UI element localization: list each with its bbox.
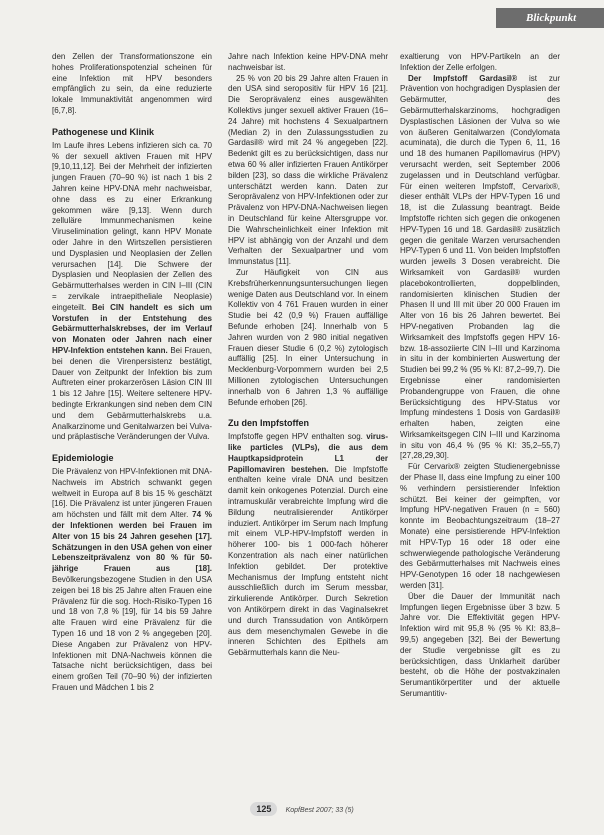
paragraph-bold-text: Der Impfstoff Gardasil® — [408, 73, 518, 83]
paragraph: Über die Dauer der Immunität nach Impfungen liegen Ergebnisse über 3 bzw. 5 Jahre vor. Die Effektivität gegen HPV-Infektion wird mit 95,8 % (95 % KI: 83,8–99,5) angegeben [32]. Bei der Bewertung der Studie vergebnisse gilt es zu berücksichtigen, dass Unklarheit darüber besteht, ob die Höhe der postvakzinalen Serumantikörpertiter und der aktuelle Serumantitiv- — [400, 591, 560, 699]
page-number: 125 — [250, 802, 277, 816]
paragraph-bold-text: 74 % der Infektionen werden bei Frauen im Alter von 15 bis 24 Jahren gesehen [17]. Schätzungen in den USA gehen von einer Lebenszeitprävalenz von 80 % für 50-jährige Frauen aus [18]. — [52, 510, 212, 574]
section-tab — [496, 8, 604, 28]
text-column-3 — [400, 52, 560, 788]
section-label: Blickpunkt — [526, 12, 577, 24]
paragraph — [52, 467, 212, 694]
paragraph — [52, 141, 212, 443]
paragraph: Zur Häufigkeit von CIN aus Krebsfrüherkennungsuntersuchungen liegen wenige Daten aus Deutschland vor. In einem Kollektiv von 4 761 Frauen wurden in einer Studie bei 42 (0,9 %) Frauen auffällige Befunde erhoben [24]. Innerhalb von 5 Jahren wurden von 2 980 initial negativen Frauen dieser Studie 6 (0,2 %) zytologisch auffällig [25]. In einer Untersuchung in Mecklenburg-Vorpommern wurden bei 2,5 Millionen zytologischen Untersuchungen innerhalb von 6 Jahren 1,3 % auffällige Befunde erhoben [26]. — [228, 267, 388, 407]
text-column-2 — [228, 52, 388, 788]
paragraph — [400, 74, 560, 463]
heading-pathogenese: Pathogenese und Klinik — [52, 126, 155, 137]
paragraph-text: Bei Frauen, bei denen die Virenpersistenz bestätigt, Dauer von Zeitpunkt der Infektion bis zum Auftreten einer prokarzerösen Läsion CIN III 1 bis 12 Jahre [15]. Weitere seltenere HPV-bedingte Erkrankungen sind neben dem CIN und dem Gebärmutterhalskrebs u.a. Analkarzinome und Genitalwarzen bei Vulva- und präplastische Veränderungen der Vulva. — [52, 345, 212, 442]
paragraph-text: Im Laufe ihres Lebens infizieren sich ca. 70 % der sexuell aktiven Frauen mit HPV [9,10,11,12]. Bei der Mehrheit der infizierten jungen Frauen (70–90 %) ist nach 1 bis 2 Jahren keine HPV-DNA mehr nachweisbar, ohne dass es zu einer Erkrankung gekommen wäre [9,13]. Wenn durch zelluläre Immunmechanismen keine Viruselimination gelingt, kann HPV Monate oder Jahre in den Wirtszellen persistieren und Dysplasien und Neoplasien der Zellen verursachen [14]. Die Schwere der Dysplasien und Neoplasien der Zellen des Gebärmutterhalses werden in CIN I–III (CIN = zervikale intraepitheliale Neoplasie) eingeteilt. — [52, 140, 212, 312]
page-footer — [0, 802, 604, 816]
paragraph-bold-text: Bei CIN handelt es sich um Vorstufen in der Entstehung des Gebärmutterhalskrebses, der im Verlauf von Monaten oder Jahren nach einer HPV-Infektion entstehen kann. — [52, 302, 212, 355]
paragraph-text: Impfstoffe gegen HPV enthalten sog. — [228, 432, 363, 442]
paragraph-text: ist zur Prävention von hochgradigen Dysplasien der Gebärmutter, des Gebärmutterhalskarzinoms, hochgradigen Dysplastischen Läsionen der Vulva so wie von äußeren Genitalwarzen (Condylomata acuminata), die durch die Typen 6, 11, 16 und 18 des humanen Papillomavirus (HPV) verursacht werden, seit September 2006 zugelassen und in Deutschland verfügbar. Für einen weiteren Impfstoff, Cervarix®, dieser enthält VLPs der HPV-Typen 16 und 18, ist die Zulassung beantragt. Beide Impfstoffe richten sich gegen die onkogenen HPV-Typen 16 und 18. Gardasil® zusätzlich gegen die genitale Warzen verursachenden HPV-Typen 6 und 11. Von beiden Impfstoffen wurden jeweils 3 Dosen verabreicht. Die Wirksamkeit von Gardasil® wurden placebokontrollierten, doppelblinden, randomisierten klinischen Studien der Phasen II und III mit über 20 000 Frauen im Alter von 16 bis 26 Jahren bewertet. Bei HPV-negativen Probanden lag die Wirksamkeit des Impfstoffs gegen HPV 16- bzw. 18-assoziierte CIN I–III und Karzinoma in situ in der kombinierten Auswertung der Studien bei 99,2 % (95 % KI: 87,2–99,7). Die Ergebnisse einer randomisierten Probandengruppe von Frauen, die ohne Berücksichtigung des HPV-Status vor Impfung mindestens 1 Dosis von Gardasil® erhalten haben, zeigten eine Wirksamkeitsgegen CIN I–III und Karzinoma in situ von 46,4 % (95 % KI: 35,2–55,7) [27,28,29,30]. — [400, 73, 560, 461]
paragraph — [228, 432, 388, 659]
paragraph: 25 % von 20 bis 29 Jahre alten Frauen in den USA sind seropositiv für HPV 16 [21]. Die Seroprävalenz eines ausgewählten Kollektivs junger sexuell aktiver Frauen (16–24 Jahre) mit hochstens 4 Sexualpartnern (Median 2) in den Zulassungsstudien zu Gardasil® wird mit 24 % angegeben [22]. Bedenkt gilt es zu berücksichtigen, dass nur etwa 60 % aller infizierten Frauen Antikörper bilden [23], so dass die wirkliche Prävalenz unterschätzt werden kann. Daten zur Seroprävalenz von HPV-Infektionen oder zur Prävalenz von HPV-DNA-Nachweisen liegen in Deutschland für keine Altersgruppe vor. Die Wahrscheinlichkeit einer Infektion mit HPV ist abhängig von der Anzahl und dem Verhalten der Sexualpartner und vom Immunstatus [11]. — [228, 73, 388, 267]
paragraph: Jahre nach Infektion keine HPV-DNA mehr nachweisbar ist. — [228, 52, 388, 72]
paragraph-text: Die Prävalenz von HPV-Infektionen mit DNA-Nachweis im Abstrich schwankt gegen weltweit in Europa auf 8 bis 15 % geschätzt [16]. Die Prävalenz ist unter jüngeren Frauen am höchsten und fällt mit dem Alter. — [52, 467, 212, 520]
paragraph-text: Bevölkerungsbezogene Studien in den USA zeigen bei 18 bis 25 Jahre alten Frauen eine Prävalenz für die sog. Hoch-Risiko-Typen 16 und 18 von 7,8 % [19], für 14 bis 59 Jahre alte Frauen wird eine Prävalenz für die Typen 16 und 18 von 2 % angegeben [20]. Diese Angaben zur Prävalenz von HPV-Infektionen mit DNA-Nachweis können die Tatsache nicht berücksichtigen, dass bei einem großen Teil (70–90 %) der infizierten Frauen und Mädchen 1 bis 2 — [52, 575, 212, 693]
heading-impfstoffe: Zu den Impfstoffen — [228, 418, 309, 429]
text-column-1 — [52, 52, 212, 788]
paragraph: Für Cervarix® zeigten Studienergebnisse der Phase II, dass eine Impfung zu einer 100 % verhindern persistierender Infektion schützt. Bei keiner der geimpften, vor Impfung HPV-negativen Frauen (n = 560) konnte im Beobachtungszeitraum (18–27 Monate) eine persistierende HPV-Infektion mit HPV-Typ 16 oder 18 oder eine schwerwiegende pathologische Veränderung des Gebärmutterhalses mit Nachweis eines HPV-Genotypen 16 oder 18 nachgewiesen werden [31]. — [400, 462, 560, 591]
paragraph: exaltierung von HPV-Partikeln an der Infektion der Zelle erfolgen. — [400, 52, 560, 72]
heading-epidemiologie: Epidemiologie — [52, 453, 114, 464]
paragraph-bold-text: virus-like particles (VLPs), die aus dem Hauptkapsidprotein L1 der Papillomaviren bestehen. — [228, 432, 388, 474]
paragraph: den Zellen der Transformationszone ein hohes Proliferationspotenzial scheinen für eine Infektion mit HPV besonders empfänglich zu sein, da eine reduzierte lokale Immunaktivität angenommen wird [6,7,8]. — [52, 52, 212, 115]
issue-citation: KopfBest 2007; 33 (5) — [285, 807, 354, 814]
paragraph-text: Die Impfstoffe enthalten keine virale DNA und besitzen damit kein onkogenes Potenzial. Durch eine intramuskulär verabreichte Impfung wird die Bildung neutralisierender Antikörper induziert. Antikörper im Serum nach Impfung mit einem VLP-HPV-Impfstoff werden in höherer 100- bis 1 000-fach höherer Konzentration als nach einer natürlichen Infektion gebildet. Der protektive Mechanismus der Impfung entsteht nicht ausschließlich durch im Serum messbar, zirkulierende Antikörper. Durch Sekretion von Antikörpern direkt in das Vaginalsekret und durch Transsudation von Antikörpern aus dem mesenchymalen Gewebe in die inneren Schichten des Epithels am Gebärmutterhals kann die Neu- — [228, 464, 388, 658]
